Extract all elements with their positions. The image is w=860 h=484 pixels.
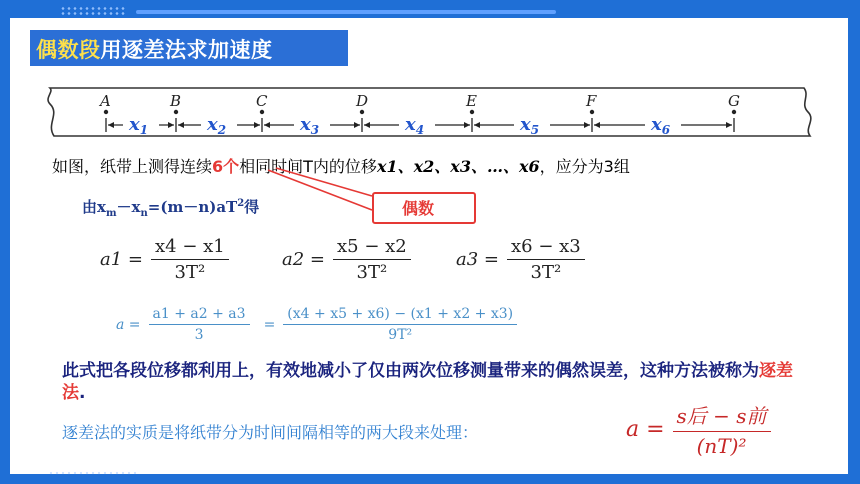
title-rest: 用逐差法求加速度 — [100, 38, 273, 62]
tape-segment-x6: $x_6$ — [651, 114, 671, 137]
average-fraction-1 — [149, 306, 250, 343]
tape-dot-d — [360, 110, 364, 114]
title-highlight: 偶数段 — [36, 38, 101, 62]
main-formula-m-sub: m — [105, 208, 117, 219]
equation-a2-denominator: 3T² — [356, 262, 388, 283]
decorative-bar — [136, 10, 556, 14]
paragraph-explanation — [62, 360, 802, 404]
equation-a3-numerator: x6 − x3 — [507, 236, 585, 260]
paragraph1-text: 此式把各段位移都利用上，有效地减小了仅由两次位移测量带来的偶然误差，这种方法被称为 — [62, 361, 759, 381]
paragraph1-end: . — [79, 383, 86, 403]
tape-segment-x5: $x_5$ — [520, 114, 540, 137]
description-sentence — [52, 154, 630, 177]
equation-a2-fraction — [333, 236, 411, 283]
average-formula — [116, 306, 517, 343]
tape-point-b: B — [170, 92, 182, 110]
equation-a2-numerator: x5 − x2 — [333, 236, 411, 260]
equation-a2 — [282, 236, 411, 283]
paragraph1-highlight: 逐差法 — [62, 361, 793, 403]
tape-point-c: C — [256, 92, 268, 110]
equation-a3-denominator: 3T² — [530, 262, 562, 283]
equation-a2-lhs: a2 = — [282, 249, 325, 270]
callout-label: 偶数 — [402, 199, 435, 218]
average-numerator-1: a1 + a2 + a3 — [149, 306, 250, 325]
final-denominator: (nT)² — [696, 434, 747, 458]
equation-a3-lhs: a3 = — [456, 249, 499, 270]
average-lhs: a = — [116, 316, 141, 333]
equation-a1-fraction — [151, 236, 229, 283]
sentence-suffix: ，应分为3组 — [539, 157, 630, 176]
average-numerator-2: (x4 + x5 + x6) − (x1 + x2 + x3) — [283, 306, 517, 325]
tape-point-d: D — [356, 92, 369, 110]
decorative-dots — [60, 6, 126, 16]
final-lhs: a = — [626, 416, 665, 442]
tape-segment-x3: $x_3$ — [300, 114, 320, 137]
main-formula-tail: 得 — [244, 198, 260, 216]
sentence-prefix: 如图，纸带上测得连续 — [52, 157, 213, 176]
tape-point-e: E — [466, 92, 477, 110]
average-fraction-2 — [283, 306, 517, 343]
tape-dot-e — [470, 110, 474, 114]
sentence-middle: 相同时间T内的位移 — [239, 157, 377, 176]
tape-point-g: G — [728, 92, 740, 110]
tape-dot-c — [260, 110, 264, 114]
paper-tape-diagram — [44, 84, 816, 140]
equation-a1-denominator: 3T² — [174, 262, 206, 283]
average-denominator-2: 9T² — [388, 327, 413, 343]
main-formula-rest: =(m－n)aT — [147, 198, 238, 216]
bottom-decorative-dots — [48, 470, 138, 476]
equation-a3-fraction — [507, 236, 585, 283]
final-fraction — [673, 400, 771, 458]
tape-dot-g — [732, 110, 736, 114]
equation-a1-lhs: a1 = — [100, 249, 143, 270]
tape-segment-x4: $x_4$ — [405, 114, 425, 137]
main-formula — [82, 196, 259, 219]
equation-a3 — [456, 236, 585, 283]
average-equals: = — [263, 316, 276, 333]
tape-point-f: F — [586, 92, 597, 110]
equation-a1 — [100, 236, 229, 283]
main-formula-sup: 2 — [237, 198, 245, 209]
tape-segment-x2: $x_2$ — [207, 114, 227, 137]
paragraph-essence: 逐差法的实质是将纸带分为时间间隔相等的两大段来处理： — [62, 423, 479, 442]
main-formula-prefix: 由x — [82, 198, 106, 216]
slide-title — [36, 34, 273, 64]
final-formula — [626, 400, 771, 458]
tape-dot-b — [174, 110, 178, 114]
sentence-vars: x1、x2、x3、…、x6 — [376, 157, 540, 176]
tape-dot-f — [590, 110, 594, 114]
main-formula-mid: －x — [116, 198, 141, 216]
equation-a1-numerator: x4 − x1 — [151, 236, 229, 260]
tape-point-a: A — [100, 92, 111, 110]
sentence-highlight: 6个 — [212, 157, 240, 176]
average-denominator-1: 3 — [194, 327, 204, 343]
tape-segment-x1: $x_1$ — [129, 114, 149, 137]
tape-dot-a — [104, 110, 108, 114]
main-formula-n-sub: n — [140, 208, 148, 219]
final-numerator: s后 − s前 — [673, 400, 771, 432]
